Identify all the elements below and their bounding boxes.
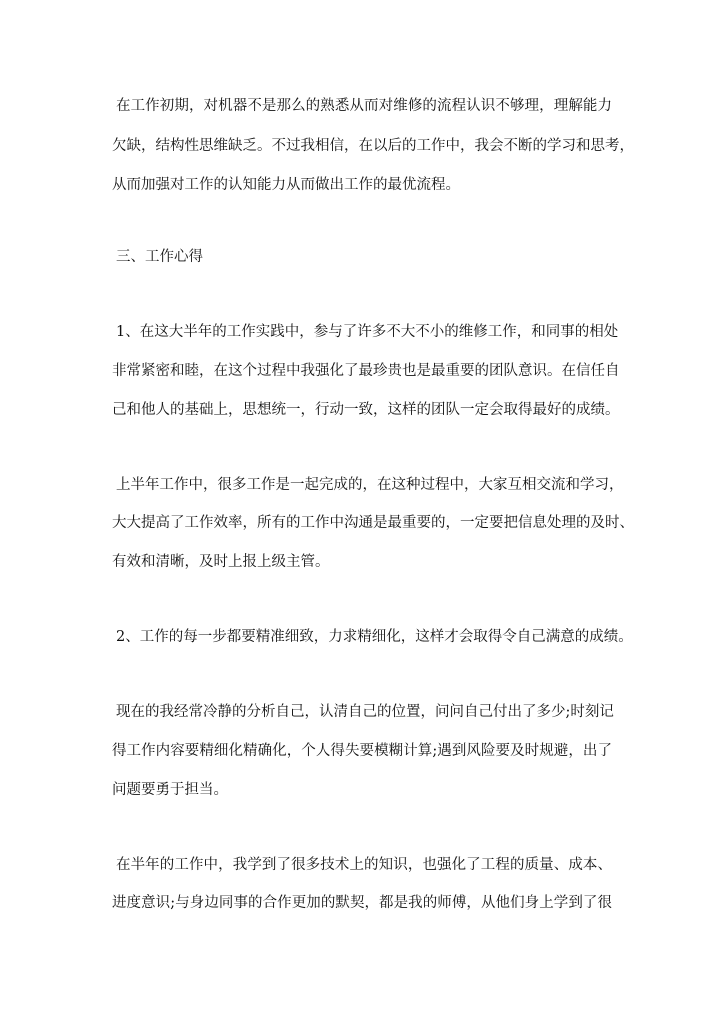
- paragraph-1-line-1: 在工作初期，对机器不是那么的熟悉从而对维修的流程认识不够理，理解能力: [116, 98, 612, 114]
- paragraph-1-line-2: 欠缺，结构性思维缺乏。不过我相信，在以后的工作中，我会不断的学习和思考，: [112, 138, 634, 154]
- paragraph-6-line-3: 问题要勇于担当。: [112, 782, 228, 798]
- paragraph-6-line-1: 现在的我经常冷静的分析自己，认清自己的位置，问问自己付出了多少;时刻记: [116, 704, 614, 720]
- paragraph-3-line-2: 非常紧密和睦，在这个过程中我强化了最珍贵也是最重要的团队意识。在信任自: [112, 363, 620, 379]
- paragraph-4-line-3: 有效和清晰，及时上报上级主管。: [112, 554, 330, 570]
- paragraph-7-line-1: 在半年的工作中，我学到了很多技术上的知识，也强化了工程的质量、成本、: [116, 857, 612, 873]
- paragraph-5-line-1: 2、工作的每一步都要精准细致，力求精细化，这样才会取得令自己满意的成绩。: [116, 629, 633, 645]
- paragraph-3-line-1: 1、在这大半年的工作实践中，参与了许多不大不小的维修工作，和同事的相处: [116, 324, 619, 340]
- paragraph-1-line-3: 从而加强对工作的认知能力从而做出工作的最优流程。: [112, 177, 460, 193]
- section-heading: 三、工作心得: [116, 249, 203, 265]
- paragraph-4-line-2: 大大提高了工作效率，所有的工作中沟通是最重要的，一定要把信息处理的及时、: [112, 515, 634, 531]
- paragraph-7-line-2: 进度意识;与身边同事的合作更加的默契，都是我的师傅，从他们身上学到了很: [112, 895, 612, 911]
- paragraph-6-line-2: 得工作内容要精细化精确化，个人得失要模糊计算;遇到风险要及时规避，出了: [112, 743, 612, 759]
- paragraph-4-line-1: 上半年工作中，很多工作是一起完成的，在这种过程中，大家互相交流和学习，: [116, 477, 624, 493]
- paragraph-3-line-3: 己和他人的基础上，思想统一，行动一致，这样的团队一定会取得最好的成绩。: [112, 402, 620, 418]
